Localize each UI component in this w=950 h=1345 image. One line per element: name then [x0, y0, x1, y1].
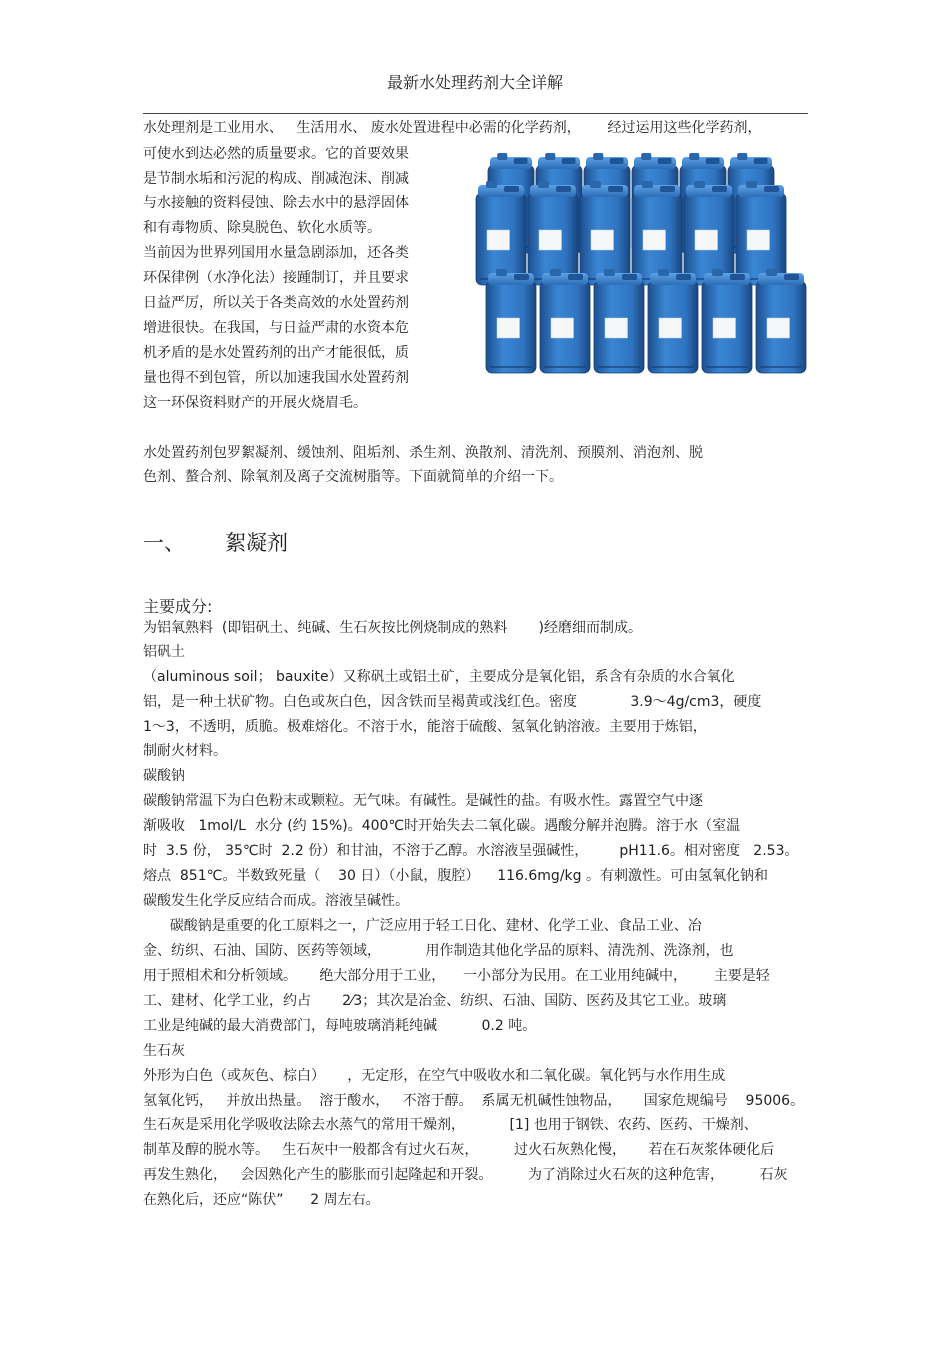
drum: [594, 269, 644, 373]
body-line: 为铝氧熟料 (即铝矾土、纯碱、生石灰按比例烧制成的熟料 )经磨细而制成。: [143, 620, 642, 636]
body-line: 1～3，不透明，质脆。极难熔化。不溶于水，能溶于硫酸、氢氧化钠溶液。主要用于炼铝，: [143, 719, 707, 735]
drum: [702, 269, 752, 373]
body-line: 碳酸发生化学反应结合而成。溶液呈碱性。: [143, 893, 409, 909]
drum: [684, 181, 734, 285]
body-line: 用于照相术和分析领域。 绝大部分用于工业， 一小部分为民用。在工业用纯碱中， 主要是轻: [143, 968, 770, 984]
drum: [632, 181, 682, 285]
body-line: 碳酸钠是重要的化工原料之一，广泛应用于轻工日化、建材、化学工业、食品工业、冶: [143, 918, 702, 934]
body-line: 铝，是一种土状矿物。白色或灰白色，因含铁而呈褐黄或浅红色。密度 3.9～4g/cm3，硬度: [143, 694, 762, 710]
intro-line: 增进很快。在我国，与日益严肃的水资本危: [143, 320, 409, 336]
drum: [756, 269, 806, 373]
intro-line: 是节制水垢和污泥的构成、削减泡沫、削减: [143, 171, 409, 187]
body-line: 在熟化后，还应“陈伏” 2 周左右。: [143, 1192, 380, 1208]
section-title: 絮凝剂: [225, 531, 289, 555]
subheading-main-ingredients: 主要成分:: [143, 597, 213, 616]
section-heading: [143, 527, 288, 557]
intro-line: 这一环保资料财产的开展火烧眉毛。: [143, 395, 367, 411]
intro-line: 机矛盾的是水处置药剂的出产才能很低，质: [143, 345, 409, 361]
document-title: 最新水处理药剂大全详解: [386, 73, 563, 92]
intro-line: 和有毒物质、除臭脱色、软化水质等。: [143, 220, 381, 236]
intro-line: 可使水到达必然的质量要求。它的首要效果: [143, 146, 409, 162]
intro-line: 量也得不到包管，所以加速我国水处置药剂: [143, 370, 409, 386]
term-heading: 生石灰: [143, 1043, 185, 1059]
body-line: （aluminous soil； bauxite）又称矾土或铝土矿，主要成分是氧化铝，系含有杂质的水合氧化: [143, 669, 735, 685]
body-line: 渐吸收 1mol/L 水分 (约 15%)。400℃时开始失去二氧化碳。遇酸分解并泡腾。溶于水（室温: [143, 818, 741, 834]
chemical-drums-image: [468, 145, 811, 395]
body-line: 工业是纯碱的最大消费部门，每吨玻璃消耗纯碱 0.2 吨。: [143, 1018, 537, 1034]
body-line: 制革及醇的脱水等。 生石灰中一般都含有过火石灰， 过火石灰熟化慢， 若在石灰浆体硬化后: [143, 1142, 775, 1158]
body-line: 再发生熟化， 会因熟化产生的膨胀而引起隆起和开裂。 为了消除过火石灰的这种危害， 石灰: [143, 1167, 788, 1183]
drum: [648, 269, 698, 373]
drum: [540, 269, 590, 373]
drum: [486, 269, 536, 373]
overview-line: 色剂、螯合剂、除氧剂及离子交流树脂等。下面就简单的介绍一下。: [143, 469, 563, 485]
header-divider: [143, 113, 808, 114]
term-heading: 铝矾土: [143, 644, 185, 660]
intro-line: 日益严厉，所以关于各类高效的水处置药剂: [143, 295, 409, 311]
body-line: 碳酸钠常温下为白色粉末或颗粒。无气味。有碱性。是碱性的盐。有吸水性。露置空气中逐: [143, 793, 703, 809]
body-line: 生石灰是采用化学吸收法除去水蒸气的常用干燥剂， [1] 也用于钢铁、农药、医药、干燥剂、: [143, 1117, 758, 1133]
body-line: 金、纺织、石油、国防、医药等领域， 用作制造其他化学品的原料、清洗剂、洗涤剂，也: [143, 943, 734, 959]
body-line: 外形为白色（或灰色、棕白） ，无定形，在空气中吸收水和二氧化碳。氧化钙与水作用生成: [143, 1068, 726, 1084]
intro-line: 与水接触的资料侵蚀、除去水中的悬浮固体: [143, 195, 409, 211]
body-line: 氢氧化钙， 并放出热量。 溶于酸水， 不溶于醇。 系属无机碱性蚀物品， 国家危规编号 95006。: [143, 1093, 805, 1109]
body-line: 时 3.5 份， 35℃时 2.2 份）和甘油，不溶于乙醇。水溶液呈强碱性， pH11.6。相对密度 2.53。: [143, 843, 799, 859]
intro-first-line: 水处理剂是工业用水、 生活用水、 废水处置进程中必需的化学药剂， 经过运用这些化学药剂，: [143, 120, 762, 136]
body-line: 熔点 851℃。半数致死量（ 30 日）（小鼠，腹腔） 116.6mg/kg 。有刺激性。可由氢氧化钠和: [143, 868, 768, 884]
intro-line: 环保律例（水净化法）接踵制订，并且要求: [143, 270, 409, 286]
term-heading: 碳酸钠: [143, 768, 185, 784]
drum: [736, 181, 786, 285]
body-line: 工、建材、化学工业，约占 2⁄3；其次是冶金、纺织、石油、国防、医药及其它工业。玻璃: [143, 993, 727, 1009]
overview-line: 水处置药剂包罗絮凝剂、缓蚀剂、阻垢剂、杀生剂、涣散剂、清洗剂、预膜剂、消泡剂、脱: [143, 445, 703, 461]
body-line: 制耐火材料。: [143, 743, 227, 759]
section-number: 一、: [143, 531, 185, 555]
intro-line: 当前因为世界列国用水量急剧添加，还各类: [143, 245, 409, 261]
